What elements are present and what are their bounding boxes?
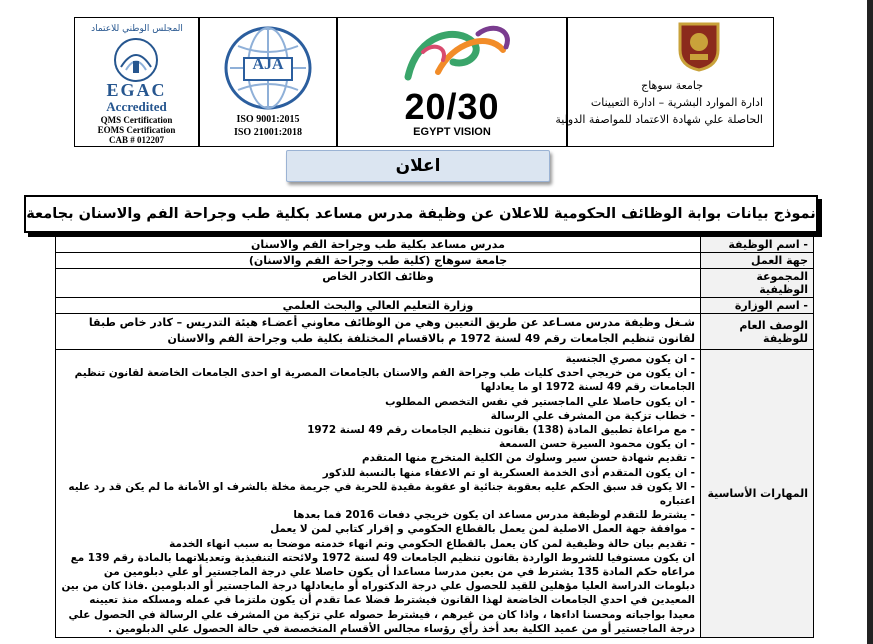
university-box (555, 17, 774, 147)
university-hr-dept: ادارة الموارد البشرية – ادارة التعيينات (590, 96, 763, 109)
table-row (56, 253, 814, 269)
list-item: - الا يكون قد سبق الحكم عليه بعقوبة جنائية او عقوبة مقيدة للحرية في جريمة مخلة بالشرف او الأمانة ما لم يكن قد رد عليه اعتباره (68, 480, 695, 508)
egypt-vision-logo (378, 22, 528, 92)
table-row (56, 269, 814, 298)
list-item: - يشترط للتقدم لوظيفة مدرس مساعد ان يكون خريجي دفعات 2016 فما بعدها (293, 509, 695, 522)
egac-cab: CAB # 012207 (108, 135, 164, 145)
egac-eoms: EOMS Certification (97, 125, 176, 135)
vision-year: 20/30 (404, 86, 500, 127)
list-item: - موافقة جهة العمل الاصلية لمن يعمل بالقطاع الحكومي و إقرار كتابي لمن لا يعمل (270, 523, 695, 536)
ministry-value: وزارة التعليم العالي والبحث العلمي (56, 298, 701, 314)
list-item: - ان يكون محمود السيرة حسن السمعة (499, 438, 695, 451)
job-data-table (55, 236, 814, 638)
sohag-university-crest (676, 20, 722, 72)
job-group-label: المجموعة الوظيفية (701, 269, 814, 298)
table-row (56, 237, 814, 253)
aja-name: AJA (252, 56, 284, 73)
egac-accredited: Accredited (106, 99, 167, 114)
university-name: جامعة سوهاج (641, 79, 703, 92)
job-description-value: شـغل وظيفة مدرس مسـاعد عن طريق التعيين وهي من الوظائف معاوني أعضـاء هيئة التدريس – كادر خاص طبقا لقانون تنظيم الجامعات رقم 49 لسنة 1972 م بالاقسام المختلفة بكلية طب وجراحة الفم والاسنان (56, 314, 701, 350)
aja-iso-21001: ISO 21001:2018 (233, 127, 303, 138)
list-item: - تقديم شهادة حسن سير وسلوك من الكلية المتخرج منها المتقدم (361, 452, 695, 465)
aja-logo-box (199, 17, 337, 147)
employer-label: جهة العمل (701, 253, 814, 269)
job-title-value: مدرس مساعد بكلية طب وجراحة الفم والاسنان (56, 237, 701, 253)
egac-qms: QMS Certification (100, 115, 173, 125)
list-item: - ان يكون حاصلا علي الماجستير في نفس التخصص المطلوب (385, 395, 695, 408)
vision-subtitle: EGYPT VISION (413, 126, 491, 138)
table-row (56, 298, 814, 314)
list-item: - ان يكون من خريجي احدى كليات طب وجراحة الفم والاسنان بالجامعات المصرية او احدى الجامعات الخاضعة لقانون تنظيم الجامعات رقم 49 لسنة 1972 او ما يعادلها (74, 367, 695, 394)
announcement-label: اعلان (286, 150, 550, 182)
list-item: - ان يكون مصري الجنسية (565, 353, 695, 365)
list-item: - تقديم بيان حالة وظيفية لمن كان يعمل بالقطاع الحكومي وتم انهاء خدمته موضحا به سبب انهاء الخدمة (169, 537, 695, 550)
vision-logo-box (337, 17, 567, 147)
egac-arabic-arc: المجلس الوطني للاعتماد (91, 24, 183, 34)
list-item: ان يكون مستوفيا للشروط الواردة بقانون تنظيم الجامعات 49 لسنة 1972 ولائحته التنفيذية وتعديلاتهما بالمادة رقم 139 مع مراعاه حكم المادة 135 يشترط في من يعين مدرسا مساعدا أن يكون حاصلا علي درجة الماجستير أو علي دبلومين من دبلومات الدراسة العليا مؤهلين للقيد للحصول علي درجة الدكتوراه أو مايعادلها درجة الماجستير أو الدبلومين .فاذا كان من بين المعيدين في احدي الجامعات الخاضعة لهذا القانون فيشترط فضلا عما تقدم أن يكون ملتزما في عمله ومسلكه منذ تعيينه معيدا بواجباته ومحسنا اداءها ، واذا كان من غيرهم ، فيشترط حصوله علي تزكية من المشرف علي الرسالة في الحصول علي درجة الماجستير أو من عميد الكلية بعد أخذ رأي رؤساء مجالس الأقسام المتخصصة في حالة الحصول علي الدبلومين . (61, 551, 695, 635)
skills-list (56, 350, 701, 638)
employer-value: جامعة سوهاج (كلية طب وجراحة الفم والاسنان) (56, 253, 701, 269)
page-edge (867, 0, 873, 644)
list-item: - مع مراعاة تطبيق المادة (138) بقانون تنظيم الجامعات رقم 49 لسنة 1972 (307, 424, 695, 437)
table-row (56, 314, 814, 350)
job-description-label: الوصف العام للوظيفة (701, 314, 814, 350)
university-accreditation: الحاصلة علي شهادة الاعتماد للمواصفة الدولية (555, 113, 763, 126)
job-group-value: وظائف الكادر الخاص (56, 269, 701, 298)
egac-logo-box (74, 17, 199, 147)
list-item: - ان يكون المتقدم أدى الخدمة العسكرية او تم الاعفاء منها بالنسبة للذكور (322, 466, 695, 479)
aja-iso-9001: ISO 9001:2015 (236, 114, 300, 125)
skills-label: المهارات الأساسية (701, 350, 814, 638)
table-row (56, 350, 814, 638)
egac-title: EGAC (106, 80, 167, 100)
banner-title: نموذج بيانات بوابة الوظائف الحكومية للاعلان عن وظيفة مدرس مساعد بكلية طب وجراحة الفم والاسنان بجامعة (26, 206, 816, 222)
ministry-label: - اسم الوزارة (701, 298, 814, 314)
egac-logo (113, 37, 159, 83)
job-title-label: - اسم الوظيفة (701, 237, 814, 253)
list-item: - خطاب تزكية من المشرف علي الرسالة (490, 409, 695, 422)
banner-title-box (24, 195, 818, 233)
